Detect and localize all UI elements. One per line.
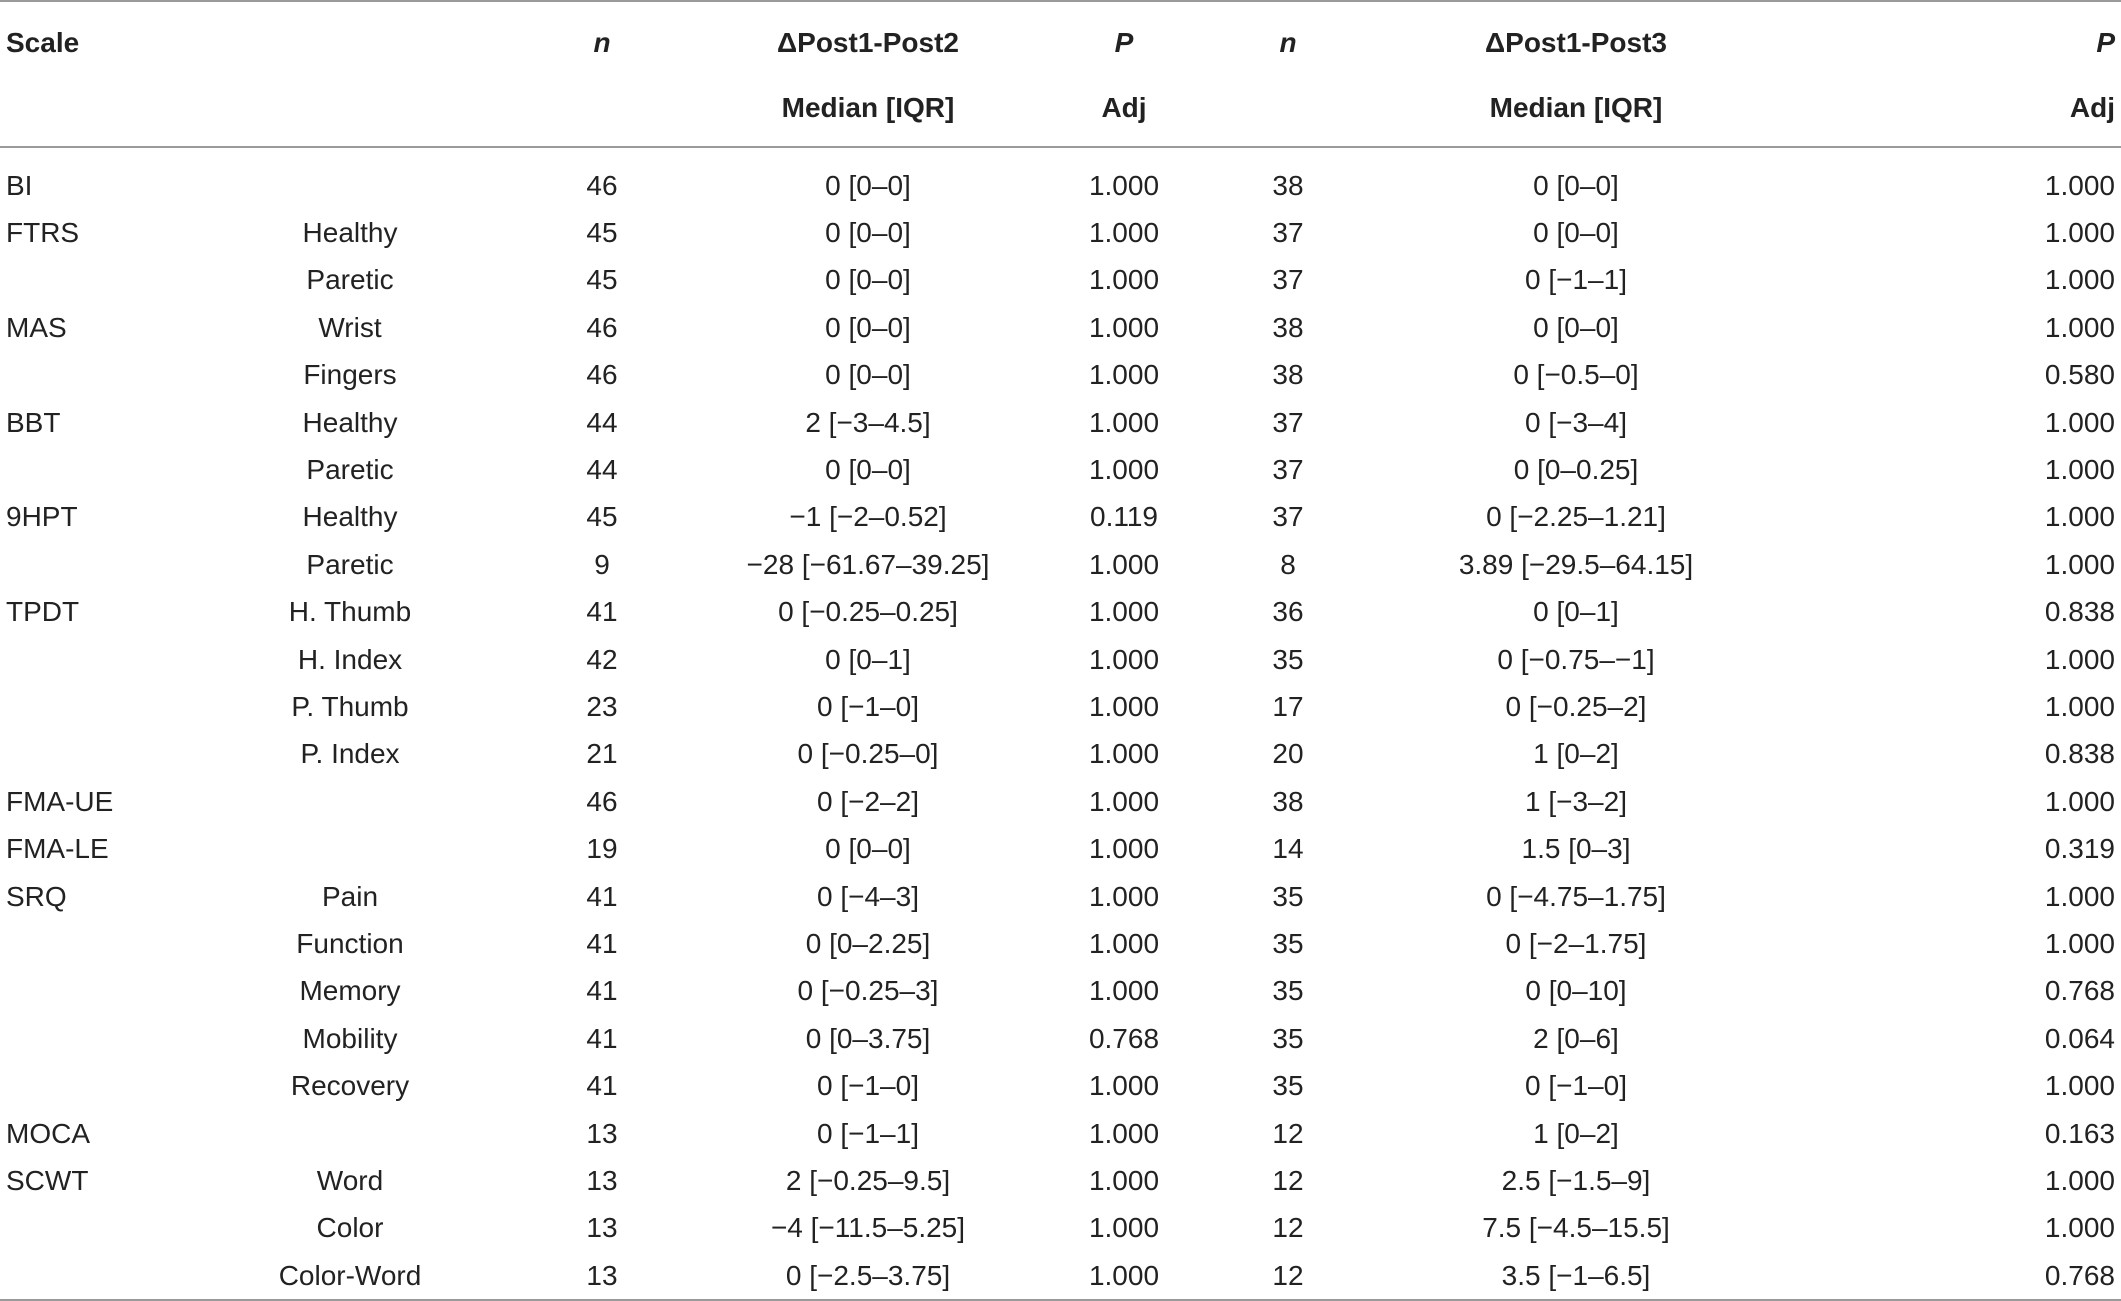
cell-p-post2: 1.000 bbox=[1088, 359, 1160, 391]
cell-scale bbox=[0, 731, 228, 778]
cell-n-post2: 46 bbox=[586, 311, 618, 343]
cell-median-post2: 0 [−1–0] bbox=[817, 1070, 919, 1102]
cell-scale: FMA-LE bbox=[6, 833, 109, 865]
cell-median-post2: 0 [−2–2] bbox=[817, 785, 919, 817]
cell-subscale: Paretic bbox=[306, 548, 394, 580]
cell-p-post2: 1.000 bbox=[1088, 311, 1160, 343]
table-row bbox=[0, 873, 2121, 920]
cell-n-post2: 21 bbox=[586, 738, 618, 770]
cell-median-post3: 0 [0–10] bbox=[1525, 975, 1627, 1007]
cell-p-post2: 1.000 bbox=[1088, 643, 1160, 675]
cell-p-post2: 0.119 bbox=[1090, 501, 1158, 533]
cell-n-post2: 44 bbox=[586, 454, 618, 486]
cell-n-post3: 35 bbox=[1272, 880, 1304, 912]
cell-median-post3: 0 [−1–1] bbox=[1525, 264, 1627, 296]
cell-median-post2: 0 [−2.5–3.75] bbox=[732, 1252, 1004, 1300]
cell-n-post3: 38 bbox=[1272, 311, 1304, 343]
cell-n-post2: 41 bbox=[586, 1022, 618, 1054]
table-row bbox=[0, 778, 2121, 825]
cell-n-post2: 46 bbox=[586, 359, 618, 391]
cell-p-post2: 1.000 bbox=[1088, 880, 1160, 912]
header-row-1 bbox=[0, 1, 2121, 78]
header-subscale bbox=[228, 1, 472, 78]
cell-p-post3: 1.000 bbox=[2044, 643, 2115, 675]
cell-scale bbox=[0, 1015, 228, 1062]
table-row bbox=[0, 1252, 2121, 1300]
cell-subscale bbox=[228, 825, 472, 872]
cell-p-post3: 0.319 bbox=[2044, 833, 2115, 865]
cell-subscale: P. Index bbox=[300, 738, 400, 770]
table-row bbox=[0, 920, 2121, 967]
table-row bbox=[0, 399, 2121, 446]
cell-median-post3: 3.5 [−1–6.5] bbox=[1332, 1252, 1820, 1300]
cell-median-post2: 0 [0–0] bbox=[825, 833, 911, 865]
cell-scale bbox=[0, 636, 228, 683]
cell-scale bbox=[0, 446, 228, 493]
cell-p-post3: 1.000 bbox=[2044, 880, 2115, 912]
cell-p-post2: 1.000 bbox=[1004, 1252, 1244, 1300]
cell-median-post3: 2.5 [−1.5–9] bbox=[1501, 1164, 1651, 1196]
cell-n-post2: 41 bbox=[586, 1070, 618, 1102]
cell-p-post2: 1.000 bbox=[1088, 548, 1160, 580]
cell-median-post3: 0 [0–0] bbox=[1533, 169, 1619, 201]
cell-median-post3: 7.5 [−4.5–15.5] bbox=[1482, 1212, 1670, 1244]
cell-n-post3: 35 bbox=[1272, 927, 1304, 959]
table-body bbox=[0, 147, 2121, 1300]
table-header bbox=[0, 1, 2121, 147]
cell-p-post3: 1.000 bbox=[2044, 1212, 2115, 1244]
table-row bbox=[0, 541, 2121, 588]
cell-median-post2: −1 [−2–0.52] bbox=[789, 501, 947, 533]
cell-p-post3: 1.000 bbox=[2044, 927, 2115, 959]
cell-n-post2: 45 bbox=[586, 264, 618, 296]
cell-median-post2: 2 [−3–4.5] bbox=[805, 406, 931, 438]
cell-n-post3: 36 bbox=[1272, 596, 1304, 628]
table-row bbox=[0, 1157, 2121, 1204]
cell-scale: MAS bbox=[6, 311, 67, 343]
cell-n-post3: 12 bbox=[1272, 1212, 1304, 1244]
cell-median-post2: 0 [0–0] bbox=[825, 264, 911, 296]
cell-p-post3: 1.000 bbox=[2044, 548, 2115, 580]
cell-subscale: Color-Word bbox=[228, 1252, 472, 1300]
cell-n-post3: 12 bbox=[1272, 1164, 1304, 1196]
cell-subscale: H. Thumb bbox=[288, 596, 412, 628]
table-row bbox=[0, 825, 2121, 872]
cell-median-post3: 1 [0–2] bbox=[1533, 1117, 1619, 1149]
cell-scale bbox=[0, 1252, 228, 1300]
table-row bbox=[0, 968, 2121, 1015]
cell-median-post2: 0 [0–1] bbox=[825, 643, 911, 675]
cell-median-post2: 0 [0–2.25] bbox=[805, 927, 931, 959]
cell-scale bbox=[0, 968, 228, 1015]
cell-p-post3: 0.838 bbox=[2044, 738, 2115, 770]
cell-p-post2: 1.000 bbox=[1088, 1164, 1160, 1196]
cell-p-post3: 1.000 bbox=[2044, 454, 2115, 486]
cell-n-post3: 35 bbox=[1272, 1070, 1304, 1102]
cell-scale: BI bbox=[6, 169, 33, 201]
cell-p-post3: 1.000 bbox=[2044, 690, 2115, 722]
table-row bbox=[0, 1062, 2121, 1109]
cell-n-post3: 37 bbox=[1272, 454, 1304, 486]
cell-subscale: Wrist bbox=[318, 311, 382, 343]
cell-n-post2: 41 bbox=[586, 596, 618, 628]
cell-n-post2: 13 bbox=[586, 1117, 618, 1149]
cell-p-post2: 0.768 bbox=[1088, 1022, 1160, 1054]
cell-subscale: Paretic bbox=[306, 264, 394, 296]
cell-median-post2: −28 [−61.67–39.25] bbox=[746, 548, 990, 580]
cell-p-post3: 0.163 bbox=[2044, 1117, 2115, 1149]
cell-n-post3: 35 bbox=[1272, 1022, 1304, 1054]
cell-n-post2: 13 bbox=[586, 1212, 618, 1244]
cell-subscale: Paretic bbox=[306, 454, 394, 486]
cell-subscale: P. Thumb bbox=[291, 690, 409, 722]
cell-scale: MOCA bbox=[6, 1117, 90, 1149]
cell-median-post2: 0 [−1–0] bbox=[817, 690, 919, 722]
cell-median-post2: 0 [−0.25–0.25] bbox=[778, 596, 958, 628]
cell-subscale: Fingers bbox=[303, 359, 397, 391]
cell-n-post2: 46 bbox=[586, 785, 618, 817]
cell-scale: BBT bbox=[6, 406, 61, 438]
cell-subscale: Function bbox=[296, 927, 404, 959]
cell-n-post2: 45 bbox=[586, 501, 618, 533]
cell-subscale: Word bbox=[316, 1164, 384, 1196]
table-row bbox=[0, 683, 2121, 730]
cell-scale bbox=[0, 683, 228, 730]
cell-n-post3: 38 bbox=[1272, 169, 1304, 201]
cell-scale bbox=[0, 541, 228, 588]
cell-n-post2: 46 bbox=[586, 169, 618, 201]
cell-p-post2: 1.000 bbox=[1088, 1212, 1160, 1244]
cell-subscale: Healthy bbox=[302, 217, 398, 249]
cell-n-post2: 41 bbox=[586, 927, 618, 959]
cell-median-post3: 0 [0–0.25] bbox=[1513, 454, 1639, 486]
cell-subscale: H. Index bbox=[297, 643, 403, 675]
cell-scale bbox=[0, 1205, 228, 1252]
header-p-post3: P bbox=[1820, 1, 2121, 78]
cell-median-post3: 0 [0–0] bbox=[1533, 217, 1619, 249]
cell-median-post2: 0 [−0.25–0] bbox=[797, 738, 939, 770]
header-delta-post1-post2: ΔPost1-Post2 bbox=[732, 1, 1004, 78]
cell-n-post3: 37 bbox=[1272, 264, 1304, 296]
cell-median-post2: 0 [0–0] bbox=[825, 217, 911, 249]
cell-scale: FMA-UE bbox=[6, 785, 114, 817]
cell-scale: SRQ bbox=[6, 880, 67, 912]
cell-n-post3: 8 bbox=[1280, 548, 1296, 580]
cell-n-post2: 41 bbox=[586, 975, 618, 1007]
cell-p-post2: 1.000 bbox=[1088, 217, 1160, 249]
cell-median-post3: 1.5 [0–3] bbox=[1521, 833, 1631, 865]
cell-p-post2: 1.000 bbox=[1088, 690, 1160, 722]
cell-p-post3: 0.580 bbox=[2044, 359, 2115, 391]
cell-median-post3: 1 [0–2] bbox=[1533, 738, 1619, 770]
cell-n-post3: 38 bbox=[1272, 785, 1304, 817]
cell-n-post2: 9 bbox=[594, 548, 610, 580]
cell-n-post2: 13 bbox=[472, 1252, 732, 1300]
header-delta-post1-post3: ΔPost1-Post3 bbox=[1332, 1, 1820, 78]
cell-scale bbox=[0, 257, 228, 304]
cell-n-post3: 35 bbox=[1272, 643, 1304, 675]
table-row bbox=[0, 257, 2121, 304]
cell-median-post2: 2 [−0.25–9.5] bbox=[785, 1164, 951, 1196]
table-row bbox=[0, 209, 2121, 256]
cell-scale: 9HPT bbox=[6, 501, 78, 533]
header-row-2 bbox=[0, 78, 2121, 147]
cell-p-post3: 1.000 bbox=[2044, 264, 2115, 296]
table-row bbox=[0, 446, 2121, 493]
cell-subscale: Healthy bbox=[302, 501, 398, 533]
cell-p-post2: 1.000 bbox=[1088, 406, 1160, 438]
cell-p-post2: 1.000 bbox=[1088, 1070, 1160, 1102]
table-row bbox=[0, 147, 2121, 209]
cell-p-post3: 1.000 bbox=[2044, 785, 2115, 817]
cell-p-post3: 1.000 bbox=[2044, 1070, 2115, 1102]
cell-median-post3: 0 [−4.75–1.75] bbox=[1486, 880, 1666, 912]
cell-median-post2: 0 [0–3.75] bbox=[805, 1022, 931, 1054]
cell-median-post3: 0 [−1–0] bbox=[1525, 1070, 1627, 1102]
cell-median-post2: 0 [−0.25–3] bbox=[797, 975, 939, 1007]
header-adj-post2: Adj bbox=[1004, 78, 1244, 147]
cell-p-post2: 1.000 bbox=[1088, 833, 1160, 865]
cell-median-post3: 0 [−0.25–2] bbox=[1505, 690, 1647, 722]
cell-subscale: Healthy bbox=[302, 406, 398, 438]
cell-scale bbox=[0, 920, 228, 967]
cell-n-post2: 23 bbox=[586, 690, 618, 722]
cell-subscale: Memory bbox=[299, 975, 401, 1007]
cell-n-post3: 17 bbox=[1272, 690, 1304, 722]
cell-n-post3: 37 bbox=[1272, 406, 1304, 438]
cell-n-post3: 12 bbox=[1272, 1117, 1304, 1149]
cell-p-post2: 1.000 bbox=[1088, 169, 1160, 201]
cell-p-post3: 1.000 bbox=[2044, 217, 2115, 249]
cell-p-post3: 0.838 bbox=[2044, 596, 2115, 628]
cell-median-post3: 0 [−0.75–−1] bbox=[1497, 643, 1655, 675]
cell-n-post2: 42 bbox=[586, 643, 618, 675]
cell-p-post3: 0.064 bbox=[2044, 1022, 2115, 1054]
cell-median-post3: 0 [−2–1.75] bbox=[1505, 927, 1647, 959]
table-row bbox=[0, 1205, 2121, 1252]
cell-median-post2: −4 [−11.5–5.25] bbox=[770, 1212, 966, 1244]
cell-p-post3: 1.000 bbox=[2044, 501, 2115, 533]
cell-p-post3: 1.000 bbox=[2044, 406, 2115, 438]
cell-median-post2: 0 [0–0] bbox=[825, 454, 911, 486]
cell-n-post2: 13 bbox=[586, 1164, 618, 1196]
cell-p-post3: 1.000 bbox=[2044, 1164, 2115, 1196]
cell-subscale: Mobility bbox=[302, 1022, 398, 1054]
table-row bbox=[0, 304, 2121, 351]
cell-p-post2: 1.000 bbox=[1088, 927, 1160, 959]
cell-n-post3: 37 bbox=[1272, 217, 1304, 249]
cell-scale bbox=[0, 1062, 228, 1109]
cell-p-post3: 1.000 bbox=[2044, 311, 2115, 343]
cell-p-post2: 1.000 bbox=[1088, 264, 1160, 296]
cell-subscale: Recovery bbox=[290, 1070, 410, 1102]
cell-median-post2: 0 [−4–3] bbox=[817, 880, 919, 912]
cell-median-post3: 0 [0–0] bbox=[1533, 311, 1619, 343]
cell-subscale bbox=[228, 778, 472, 825]
cell-n-post3: 38 bbox=[1272, 359, 1304, 391]
cell-n-post2: 41 bbox=[586, 880, 618, 912]
header-median-iqr-post2: Median [IQR] bbox=[732, 78, 1004, 147]
cell-scale: SCWT bbox=[6, 1164, 89, 1196]
cell-median-post3: 0 [−2.25–1.21] bbox=[1486, 501, 1666, 533]
table-row bbox=[0, 1110, 2121, 1157]
cell-p-post2: 1.000 bbox=[1088, 738, 1160, 770]
cell-p-post3: 0.768 bbox=[1820, 1252, 2121, 1300]
cell-n-post3: 35 bbox=[1272, 975, 1304, 1007]
cell-p-post2: 1.000 bbox=[1088, 975, 1160, 1007]
cell-subscale: Pain bbox=[321, 880, 379, 912]
header-n-post2: n bbox=[472, 1, 732, 78]
cell-median-post3: 2 [0–6] bbox=[1533, 1022, 1619, 1054]
cell-n-post2: 19 bbox=[586, 833, 618, 865]
header-p-post2: P bbox=[1004, 1, 1244, 78]
cell-p-post2: 1.000 bbox=[1088, 785, 1160, 817]
cell-p-post2: 1.000 bbox=[1088, 1117, 1160, 1149]
cell-median-post3: 3.89 [−29.5–64.15] bbox=[1458, 548, 1694, 580]
table-row bbox=[0, 636, 2121, 683]
cell-median-post2: 0 [−1–1] bbox=[817, 1117, 919, 1149]
cell-median-post2: 0 [0–0] bbox=[825, 169, 911, 201]
cell-median-post2: 0 [0–0] bbox=[825, 359, 911, 391]
table-row bbox=[0, 494, 2121, 541]
cell-median-post3: 1 [−3–2] bbox=[1525, 785, 1627, 817]
cell-scale: FTRS bbox=[6, 217, 80, 249]
cell-p-post2: 1.000 bbox=[1088, 454, 1160, 486]
cell-n-post3: 20 bbox=[1272, 738, 1304, 770]
cell-median-post3: 0 [−3–4] bbox=[1525, 406, 1627, 438]
table-row bbox=[0, 1015, 2121, 1062]
cell-subscale bbox=[228, 147, 472, 209]
cell-scale bbox=[0, 352, 228, 399]
cell-p-post3: 1.000 bbox=[2044, 169, 2115, 201]
table-row bbox=[0, 731, 2121, 778]
cell-n-post2: 45 bbox=[586, 217, 618, 249]
cell-median-post2: 0 [0–0] bbox=[825, 311, 911, 343]
header-n-post3: n bbox=[1244, 1, 1332, 78]
cell-n-post3: 37 bbox=[1272, 501, 1304, 533]
cell-subscale: Color bbox=[316, 1212, 384, 1244]
cell-median-post3: 0 [−0.5–0] bbox=[1513, 359, 1639, 391]
table-row bbox=[0, 589, 2121, 636]
header-scale: Scale bbox=[0, 1, 228, 78]
cell-median-post3: 0 [0–1] bbox=[1533, 596, 1619, 628]
cell-n-post3: 12 bbox=[1244, 1252, 1332, 1300]
cell-scale: TPDT bbox=[6, 596, 80, 628]
cell-n-post3: 14 bbox=[1272, 833, 1304, 865]
table-row bbox=[0, 352, 2121, 399]
cell-p-post2: 1.000 bbox=[1088, 596, 1160, 628]
cell-p-post3: 0.768 bbox=[2044, 975, 2115, 1007]
cell-subscale bbox=[228, 1110, 472, 1157]
cell-n-post2: 44 bbox=[586, 406, 618, 438]
header-median-iqr-post3: Median [IQR] bbox=[1332, 78, 1820, 147]
header-adj-post3: Adj bbox=[1820, 78, 2121, 147]
